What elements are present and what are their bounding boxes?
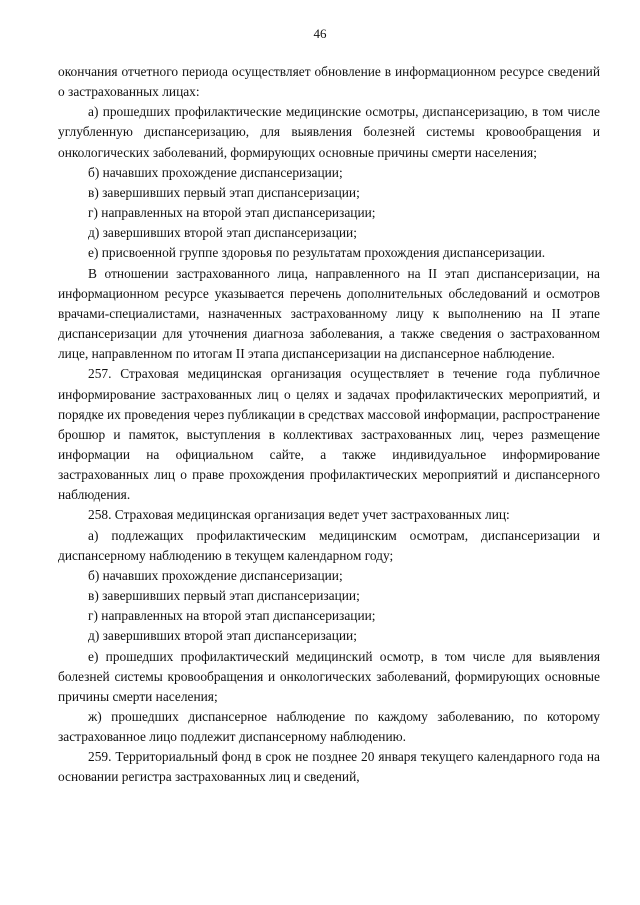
paragraph: в) завершивших первый этап диспансеризации; (88, 184, 360, 200)
paragraph: д) завершивших второй этап диспансеризации; (88, 628, 357, 644)
page-number: 46 (313, 26, 327, 41)
paragraph: В отношении застрахованного лица, направленного на II этап диспансеризации, на информационном ресурсе указывается перечень дополнительных обследований и осмотров врачами-специалистами, назначенных застрахованному лицу к выполнению на II этапе диспансеризации для уточнения диагноза заболевания, а также сведения о застрахованном лице, направленном по итогам II этапа диспансеризации на диспансерное наблюдение. (58, 265, 600, 362)
paragraph: г) направленных на второй этап диспансеризации; (88, 205, 376, 221)
paragraph: д) завершивших второй этап диспансеризации; (88, 225, 357, 241)
paragraph: 257. Страховая медицинская организация осуществляет в течение года публичное информирование застрахованных лиц о целях и задачах профилактических мероприятий, и порядке их проведения через публикации в средствах массовой информации, распространение брошюр и памяток, выступления в коллективах застрахованных лиц, через размещение информации на официальном сайте, а также индивидуальное информирование застрахованных лиц о праве прохождения профилактических мероприятий и диспансерного наблюдения. (58, 366, 600, 503)
paragraph: окончания отчетного периода осуществляет обновление в информационном ресурсе сведений о застрахованных лицах: (58, 64, 600, 100)
paragraph: г) направленных на второй этап диспансеризации; (88, 608, 376, 624)
document-body (58, 62, 600, 788)
paragraph: ж) прошедших диспансерное наблюдение по каждому заболеванию, по которому застрахованное лицо подлежит диспансерному наблюдению. (58, 709, 600, 745)
paragraph: в) завершивших первый этап диспансеризации; (88, 588, 360, 604)
paragraph: 259. Территориальный фонд в срок не позднее 20 января текущего календарного года на основании регистра застрахованных лиц и сведений, (58, 749, 600, 785)
paragraph: а) прошедших профилактические медицинские осмотры, диспансеризацию, в том числе углубленную диспансеризацию, для выявления болезней системы кровообращения и онкологических заболеваний, формирующих основные причины смерти населения; (58, 104, 600, 160)
paragraph: 258. Страховая медицинская организация ведет учет застрахованных лиц: (88, 507, 510, 523)
paragraph: б) начавших прохождение диспансеризации; (88, 164, 343, 180)
paragraph: а) подлежащих профилактическим медицинским осмотрам, диспансеризации и диспансерному наблюдению в текущем календарном году; (58, 527, 600, 563)
paragraph: е) присвоенной группе здоровья по результатам прохождения диспансеризации. (88, 245, 546, 261)
paragraph: б) начавших прохождение диспансеризации; (88, 567, 343, 583)
paragraph: е) прошедших профилактический медицинский осмотр, в том числе для выявления болезней системы кровообращения и онкологических заболеваний, формирующих основные причины смерти населения; (58, 648, 600, 704)
